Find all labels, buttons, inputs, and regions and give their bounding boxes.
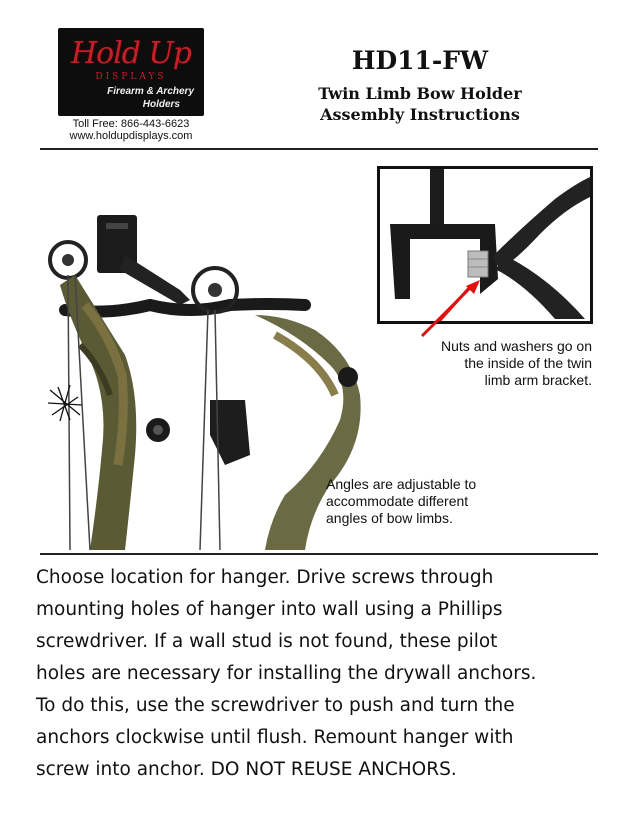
nuts-washers-callout [380,338,592,389]
callout-arrow-icon [400,280,500,340]
model-number: HD11-FW [351,46,489,75]
instruction-line: screw into anchor. DO NOT REUSE ANCHORS. [36,759,457,780]
section-divider [40,553,598,555]
document-title: Assembly Instructions [320,105,520,124]
instruction-line: screwdriver. If a wall stud is not found, these pilot [36,631,498,652]
instructions-paragraph [36,562,606,786]
callout-line: Angles are adjustable to [326,476,477,492]
angles-callout [326,476,556,527]
company-logo [58,28,204,116]
instruction-line: anchors clockwise until flush. Remount hanger with [36,727,514,748]
product-title: Twin Limb Bow Holder [318,84,522,103]
instruction-line: Choose location for hanger. Drive screws through [36,567,494,588]
website-url: www.holdupdisplays.com [69,130,193,142]
callout-line: Nuts and washers go on [441,338,592,354]
instruction-line: To do this, use the screwdriver to push and turn the [36,695,515,716]
logo-main-text: Hold Up [70,36,192,71]
header-divider [40,148,598,150]
logo-tagline-1: Firearm & Archery [107,86,194,97]
callout-line: limb arm bracket. [484,372,592,388]
logo-tagline-2: Holders [142,99,180,110]
callout-line: the inside of the twin [464,355,592,371]
toll-free-number: Toll Free: 866-443-6623 [72,118,190,130]
logo-displays-text: DISPLAYS [95,72,167,82]
instruction-line: holes are necessary for installing the drywall anchors. [36,663,537,684]
instruction-line: mounting holes of hanger into wall using a Phillips [36,599,503,620]
callout-line: angles of bow limbs. [326,510,453,526]
callout-line: accommodate different [326,493,469,509]
